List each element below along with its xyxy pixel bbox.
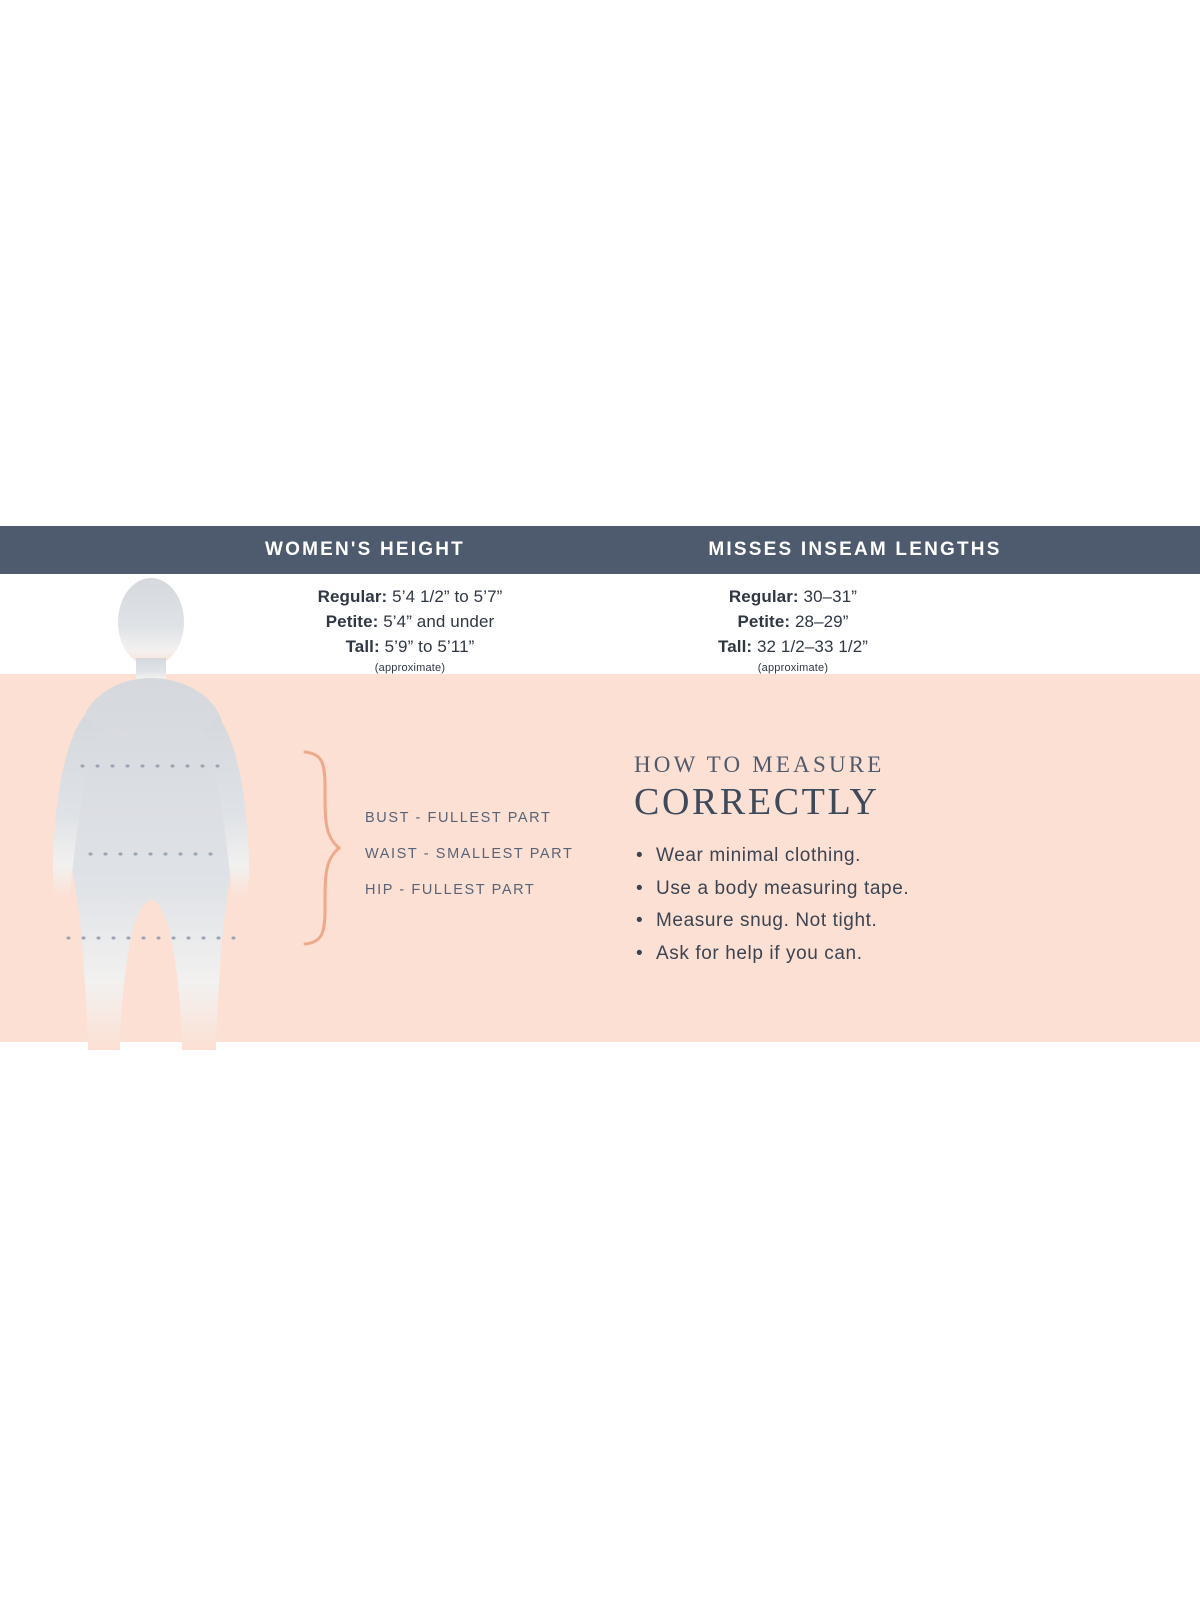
height-row-regular-label: Regular:: [317, 587, 388, 606]
how-to-measure-eyebrow: HOW TO MEASURE: [634, 752, 885, 777]
misses-inseam-specs: [578, 584, 1008, 677]
label-hip: HIP - FULLEST PART: [365, 882, 536, 898]
inseam-approximate-note: (approximate): [757, 662, 829, 674]
height-row-petite-label: Petite:: [325, 612, 379, 631]
inseam-row-tall: [578, 634, 1008, 659]
measurement-label-list: [365, 800, 665, 908]
inseam-row-petite-label: Petite:: [737, 612, 791, 631]
how-to-measure-title: CORRECTLY: [634, 781, 880, 823]
bullet-wear-minimal-clothing: • Wear minimal clothing.: [634, 840, 1114, 873]
how-to-measure-bullets: [634, 840, 1114, 970]
measurement-bracket: [295, 748, 350, 948]
bullet-ask-for-help: • Ask for help if you can.: [634, 938, 1114, 971]
table-header-bar: [0, 526, 1200, 574]
height-approximate-note: (approximate): [374, 662, 446, 674]
height-row-tall-label: Tall:: [345, 637, 380, 656]
inseam-row-regular-label: Regular:: [728, 587, 799, 606]
inseam-row-regular: [578, 584, 1008, 609]
height-row-petite-value: 5’4” and under: [383, 612, 495, 631]
inseam-row-petite-value: 28–29”: [794, 612, 849, 631]
bullet-use-measuring-tape: • Use a body measuring tape.: [634, 873, 1114, 906]
bullet-measure-snug: • Measure snug. Not tight.: [634, 905, 1114, 938]
height-row-regular-value: 5’4 1/2” to 5’7”: [392, 587, 503, 606]
inseam-row-petite: [578, 609, 1008, 634]
height-row-tall-value: 5’9” to 5’11”: [384, 637, 475, 656]
how-to-measure-block: [634, 750, 1114, 970]
inseam-row-regular-value: 30–31”: [803, 587, 858, 606]
inseam-row-tall-label: Tall:: [717, 637, 753, 656]
header-womens-height: WOMEN'S HEIGHT: [265, 539, 465, 560]
label-waist: WAIST - SMALLEST PART: [365, 846, 574, 862]
female-body-silhouette-illustration: [20, 570, 290, 1050]
header-misses-inseam-lengths: MISSES INSEAM LENGTHS: [708, 539, 1002, 560]
inseam-row-tall-value: 32 1/2–33 1/2”: [756, 637, 869, 656]
label-bust: BUST - FULLEST PART: [365, 810, 552, 826]
